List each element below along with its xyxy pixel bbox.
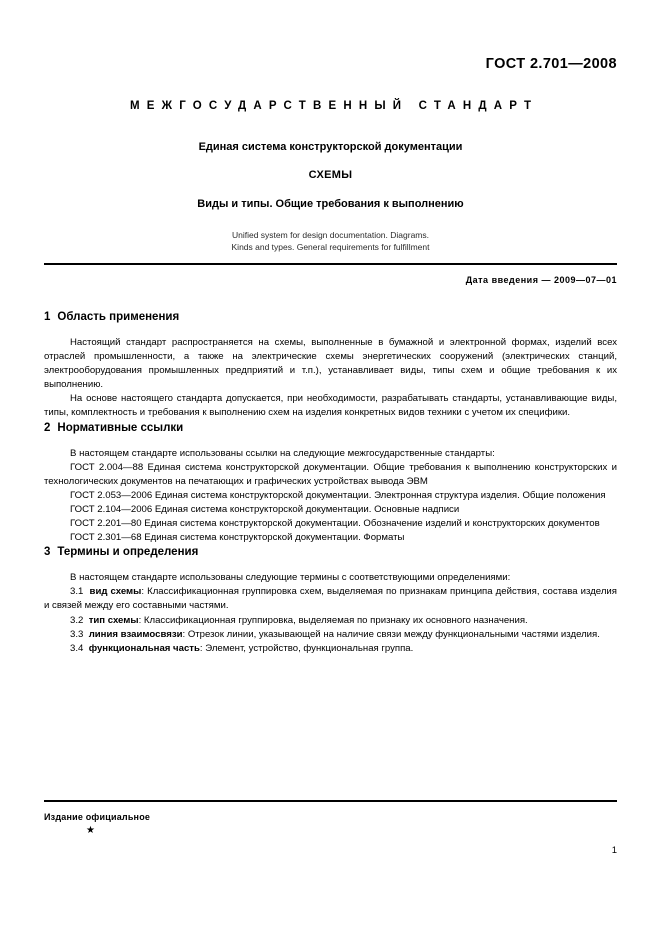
document-body [44,310,617,656]
term-entry [44,614,617,628]
subtitle-en-line1: Unified system for design documentation. Diagrams. [231,230,429,240]
term-definition: : Элемент, устройство, функциональная группа. [199,642,414,654]
term-definition: : Классификационная группировка схем, выделяемая по признакам принципа действия, состава изделия и связей между его составными частями. [44,586,617,612]
reference-item: ГОСТ 2.053—2006 Единая система конструкторской документации. Электронная структура изделия. Общие положения [70,489,606,501]
title-subtitle: Виды и типы. Общие требования к выполнению [197,198,464,210]
section-title-2: Нормативные ссылки [57,421,184,434]
section-heading-2 [44,421,617,435]
footer-divider-rule [44,800,617,802]
section-3-intro: В настоящем стандарте использованы следующие термины с соответствующими определениями: [70,572,511,584]
section-number-3: 3 [44,546,51,559]
section-number-1: 1 [44,311,51,323]
term-entry [44,585,617,613]
title-main: СХЕМЫ [308,169,353,181]
header-divider-rule [44,263,617,265]
gost-number-header: ГОСТ 2.701—2008 [485,56,617,72]
star-icon: ★ [86,825,95,836]
section-number-2: 2 [44,421,51,434]
subtitle-en-line2: Kinds and types. General requirements for fulfillment [231,242,430,252]
term-entry [44,642,617,656]
section-heading-1 [44,310,617,324]
term-label: функциональная часть [88,642,200,654]
term-number: 3.2 [70,614,84,626]
term-label: тип схемы [88,614,139,626]
edition-note: Издание официальное [44,812,151,822]
title-system: Единая система конструкторской документации [198,141,463,153]
term-definition: : Классификационная группировка, выделяемая по признаку их основного назначения. [138,614,528,626]
term-number: 3.3 [70,628,84,640]
term-definition: : Отрезок линии, указывающей на наличие связи между функциональными частями изделия. [182,628,600,640]
effective-date: Дата введения — 2009—07—01 [465,275,617,285]
section-2-intro: В настоящем стандарте использованы ссылки на следующие межгосударственные стандарты: [70,447,495,459]
term-label: линия взаимосвязи [88,628,183,640]
reference-item: ГОСТ 2.201—80 Единая система конструкторской документации. Обозначение изделий и конструкторских документов [70,518,600,530]
term-number: 3.1 [70,586,84,598]
reference-item: ГОСТ 2.004—88 Единая система конструкторской документации. Общие требования к выполнению конструкторских и технологических документов на печатающих и графических устройствах вывода ЭВМ [44,461,617,487]
section-heading-3 [44,545,617,559]
section-1-paragraph-1: Настоящий стандарт распространяется на схемы, выполненные в бумажной и электронной формах, изделий всех отраслей промышленности, а также на электрические схемы энергетических сооружений (электрических станций, электрооборудования промышленных предприятий и т.п.), устанавливает виды, типы схем и общие требования к их выполнению. [44,337,617,391]
reference-item: ГОСТ 2.301—68 Единая система конструкторской документации. Форматы [70,532,405,544]
page-number: 1 [611,845,617,856]
section-1-paragraph-2: На основе настоящего стандарта допускается, при необходимости, разрабатывать стандарты, устанавливающие виды, типы, комплектность и требования к выполнению схем на изделия конкретных видов техники с учетом их специфики. [44,393,617,419]
section-title-1: Область применения [57,311,180,323]
reference-item: ГОСТ 2.104—2006 Единая система конструкторской документации. Основные надписи [70,503,460,515]
term-entry [44,628,617,642]
standard-type-heading: МЕЖГОСУДАРСТВЕННЫЙ СТАНДАРТ [129,100,539,112]
section-title-3: Термины и определения [57,546,199,559]
term-number: 3.4 [70,642,84,654]
title-block [44,140,617,253]
term-label: вид схемы [89,586,142,598]
